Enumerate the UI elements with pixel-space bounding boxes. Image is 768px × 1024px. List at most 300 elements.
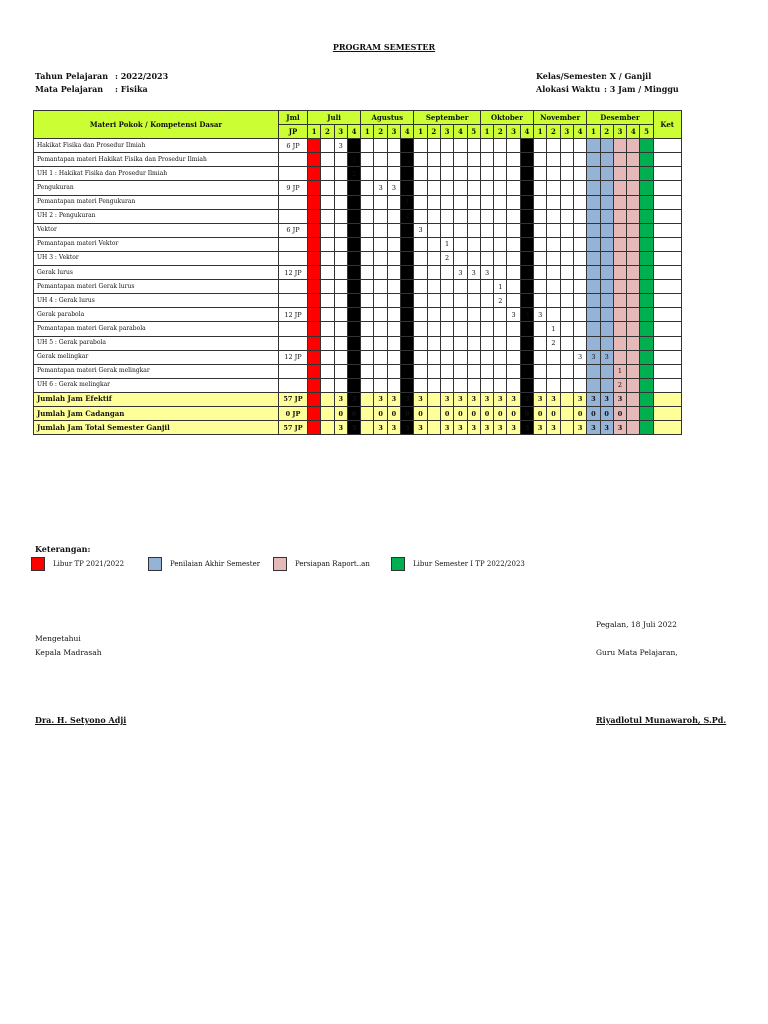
row-materi: UH 5 : Gerak parabola (34, 336, 279, 350)
week-cell (547, 364, 560, 378)
week-cell: 2 (547, 336, 560, 350)
summary-cell: 0 (401, 406, 414, 420)
week-cell (308, 322, 321, 336)
week-cell: 2 (401, 209, 414, 223)
mapel-label: Mata Pelajaran (35, 84, 104, 94)
week-cell (480, 322, 493, 336)
week-cell (627, 167, 640, 181)
week-cell (387, 209, 400, 223)
table-row (34, 294, 682, 308)
week-cell (440, 308, 453, 322)
week-cell (534, 139, 547, 153)
week-cell (361, 266, 374, 280)
summary-cell: 3 (387, 421, 400, 435)
header-week: 4 (573, 125, 586, 139)
week-cell (361, 378, 374, 392)
week-cell (494, 322, 507, 336)
week-cell (573, 364, 586, 378)
week-cell (361, 195, 374, 209)
week-cell (347, 237, 360, 251)
week-cell (534, 237, 547, 251)
week-cell (308, 294, 321, 308)
summary-cell: 3 (334, 392, 347, 406)
week-cell: 1 (494, 280, 507, 294)
week-cell (640, 308, 653, 322)
week-cell (573, 223, 586, 237)
week-cell (640, 237, 653, 251)
week-cell: 2 (347, 167, 360, 181)
week-cell (547, 195, 560, 209)
summary-cell: 3 (401, 392, 414, 406)
summary-cell: 3 (480, 421, 493, 435)
summary-cell: 3 (374, 392, 387, 406)
row-ket (653, 280, 681, 294)
header-week: 2 (427, 125, 440, 139)
week-cell (374, 237, 387, 251)
header-month: Agustus (361, 111, 414, 125)
week-cell (401, 237, 414, 251)
row-jp (279, 251, 308, 265)
week-cell (414, 195, 427, 209)
header-week: 4 (347, 125, 360, 139)
week-cell (454, 223, 467, 237)
week-cell (640, 378, 653, 392)
row-ket (653, 336, 681, 350)
week-cell (520, 223, 533, 237)
info-alokasi (536, 84, 679, 94)
week-cell (361, 181, 374, 195)
summary-cell: 3 (414, 392, 427, 406)
week-cell (587, 266, 600, 280)
week-cell: 3 (414, 223, 427, 237)
table-row (34, 237, 682, 251)
row-ket (653, 167, 681, 181)
row-ket (653, 181, 681, 195)
summary-cell (640, 406, 653, 420)
week-cell (427, 364, 440, 378)
week-cell (308, 181, 321, 195)
week-cell (454, 251, 467, 265)
summary-cell: 0 (387, 406, 400, 420)
week-cell (507, 139, 520, 153)
week-cell (560, 223, 573, 237)
week-cell (440, 266, 453, 280)
summary-cell (627, 406, 640, 420)
week-cell (573, 322, 586, 336)
week-cell (494, 266, 507, 280)
week-cell (321, 223, 334, 237)
week-cell (613, 195, 626, 209)
legend-swatch (391, 557, 405, 571)
week-cell (467, 280, 480, 294)
summary-cell (560, 392, 573, 406)
week-cell (507, 350, 520, 364)
week-cell (467, 251, 480, 265)
table-row (34, 350, 682, 364)
week-cell (600, 181, 613, 195)
week-cell (361, 251, 374, 265)
table-row (34, 308, 682, 322)
week-cell (454, 195, 467, 209)
week-cell (308, 378, 321, 392)
kepala-name: Dra. H. Setyono Adji (35, 715, 127, 725)
week-cell (414, 294, 427, 308)
header-week: 3 (387, 125, 400, 139)
week-cell (627, 223, 640, 237)
week-cell (494, 167, 507, 181)
week-cell (401, 223, 414, 237)
week-cell (347, 378, 360, 392)
week-cell (347, 308, 360, 322)
week-cell (387, 223, 400, 237)
week-cell (627, 308, 640, 322)
summary-cell: 3 (494, 421, 507, 435)
row-jp (279, 378, 308, 392)
header-month: September (414, 111, 480, 125)
summary-cell (361, 421, 374, 435)
row-ket (653, 139, 681, 153)
week-cell (494, 139, 507, 153)
week-cell (347, 280, 360, 294)
week-cell (440, 336, 453, 350)
week-cell (321, 195, 334, 209)
week-cell (414, 237, 427, 251)
week-cell (374, 251, 387, 265)
week-cell (600, 364, 613, 378)
row-ket (653, 294, 681, 308)
summary-cell: 3 (587, 392, 600, 406)
week-cell: 3 (587, 350, 600, 364)
week-cell (587, 139, 600, 153)
week-cell: 3 (520, 308, 533, 322)
week-cell (454, 322, 467, 336)
week-cell (573, 181, 586, 195)
week-cell (467, 350, 480, 364)
week-cell (534, 294, 547, 308)
week-cell (587, 308, 600, 322)
kelas-label: Kelas/Semester (536, 71, 606, 81)
week-cell: 2 (440, 251, 453, 265)
header-week: 4 (454, 125, 467, 139)
row-materi: Hakikat Fisika dan Prosedur Ilmiah (34, 139, 279, 153)
week-cell (494, 364, 507, 378)
week-cell (520, 237, 533, 251)
week-cell (440, 153, 453, 167)
week-cell (427, 294, 440, 308)
week-cell (321, 336, 334, 350)
summary-cell: 0 (547, 406, 560, 420)
week-cell (520, 364, 533, 378)
header-week: 3 (334, 125, 347, 139)
header-week: 3 (613, 125, 626, 139)
week-cell (534, 266, 547, 280)
week-cell (321, 378, 334, 392)
summary-cell: 3 (547, 421, 560, 435)
week-cell (627, 181, 640, 195)
week-cell (467, 153, 480, 167)
week-cell (600, 322, 613, 336)
week-cell (560, 322, 573, 336)
summary-label: Jumlah Jam Efektif (34, 392, 279, 406)
summary-label: Jumlah Jam Cadangan (34, 406, 279, 420)
legend-swatch (31, 557, 45, 571)
week-cell (520, 139, 533, 153)
week-cell (547, 139, 560, 153)
week-cell (573, 153, 586, 167)
week-cell (613, 153, 626, 167)
week-cell (507, 181, 520, 195)
row-jp (279, 209, 308, 223)
week-cell (440, 223, 453, 237)
week-cell (494, 209, 507, 223)
week-cell (334, 223, 347, 237)
summary-cell: 3 (480, 392, 493, 406)
summary-cell (427, 406, 440, 420)
week-cell (613, 209, 626, 223)
summary-cell: 3 (613, 392, 626, 406)
week-cell (414, 350, 427, 364)
summary-cell (640, 392, 653, 406)
week-cell (640, 364, 653, 378)
week-cell (547, 308, 560, 322)
week-cell (308, 336, 321, 350)
row-materi: UH 2 : Pengukuran (34, 209, 279, 223)
week-cell (627, 209, 640, 223)
week-cell (520, 195, 533, 209)
summary-cell (361, 406, 374, 420)
table-row (34, 139, 682, 153)
week-cell (374, 195, 387, 209)
summary-cell: 3 (414, 421, 427, 435)
row-materi: UH 4 : Gerak lurus (34, 294, 279, 308)
legend-title: Keterangan: (35, 544, 91, 554)
week-cell (467, 322, 480, 336)
header-week: 2 (494, 125, 507, 139)
week-cell (361, 237, 374, 251)
week-cell (640, 167, 653, 181)
row-ket (653, 209, 681, 223)
week-cell (427, 167, 440, 181)
header-week: 1 (587, 125, 600, 139)
row-materi: Pemantapan materi Hakikat Fisika dan Prosedur Ilmiah (34, 153, 279, 167)
week-cell (454, 209, 467, 223)
week-cell (401, 308, 414, 322)
week-cell (361, 322, 374, 336)
week-cell (454, 139, 467, 153)
week-cell (427, 195, 440, 209)
table-row (34, 280, 682, 294)
week-cell (347, 195, 360, 209)
week-cell (467, 308, 480, 322)
week-cell (640, 336, 653, 350)
week-cell (507, 364, 520, 378)
week-cell (334, 266, 347, 280)
week-cell (560, 336, 573, 350)
week-cell (467, 181, 480, 195)
summary-cell: 3 (374, 421, 387, 435)
week-cell (560, 294, 573, 308)
week-cell (480, 209, 493, 223)
summary-cell: 3 (387, 392, 400, 406)
week-cell (334, 209, 347, 223)
week-cell (520, 294, 533, 308)
week-cell: 1 (401, 195, 414, 209)
week-cell (361, 364, 374, 378)
week-cell (627, 280, 640, 294)
header-week: 5 (467, 125, 480, 139)
info-tahun (35, 71, 168, 81)
summary-cell: 0 (587, 406, 600, 420)
week-cell (347, 294, 360, 308)
week-cell: 3 (534, 308, 547, 322)
alokasi-label: Alokasi Waktu (536, 84, 601, 94)
week-cell (613, 322, 626, 336)
summary-cell: 3 (401, 421, 414, 435)
week-cell (613, 223, 626, 237)
week-cell (387, 195, 400, 209)
week-cell (613, 280, 626, 294)
week-cell (560, 167, 573, 181)
week-cell (480, 364, 493, 378)
week-cell (560, 209, 573, 223)
week-cell (347, 336, 360, 350)
week-cell (347, 181, 360, 195)
summary-ket (653, 421, 681, 435)
week-cell (494, 223, 507, 237)
week-cell (334, 308, 347, 322)
week-cell (613, 266, 626, 280)
summary-cell (640, 421, 653, 435)
week-cell (467, 195, 480, 209)
week-cell (308, 280, 321, 294)
header-ket: Ket (653, 111, 681, 139)
week-cell (494, 181, 507, 195)
week-cell (401, 350, 414, 364)
summary-jp: 57 JP (279, 392, 308, 406)
week-cell (560, 378, 573, 392)
row-materi: Gerak melingkar (34, 350, 279, 364)
week-cell (361, 209, 374, 223)
week-cell: 3 (480, 266, 493, 280)
week-cell (560, 350, 573, 364)
legend-label: Libur TP 2021/2022 (53, 560, 125, 568)
week-cell (308, 167, 321, 181)
week-cell: 1 (347, 153, 360, 167)
week-cell (627, 294, 640, 308)
week-cell (507, 223, 520, 237)
week-cell (587, 237, 600, 251)
week-cell (613, 350, 626, 364)
week-cell (467, 167, 480, 181)
week-cell (600, 251, 613, 265)
week-cell (507, 237, 520, 251)
summary-cell (308, 392, 321, 406)
week-cell (613, 336, 626, 350)
table-row (34, 336, 682, 350)
week-cell (440, 209, 453, 223)
week-cell (374, 223, 387, 237)
summary-cell (560, 406, 573, 420)
week-cell (414, 181, 427, 195)
week-cell (387, 266, 400, 280)
week-cell (600, 378, 613, 392)
header-week: 2 (374, 125, 387, 139)
summary-cell: 3 (454, 421, 467, 435)
week-cell: 1 (440, 237, 453, 251)
week-cell (334, 181, 347, 195)
row-ket (653, 308, 681, 322)
row-materi: Pemantapan materi Gerak melingkar (34, 364, 279, 378)
row-materi: Pemantapan materi Pengukuran (34, 195, 279, 209)
week-cell (427, 223, 440, 237)
week-cell (308, 251, 321, 265)
table-row (34, 266, 682, 280)
week-cell (587, 336, 600, 350)
week-cell (547, 251, 560, 265)
summary-cell: 3 (334, 421, 347, 435)
week-cell (640, 266, 653, 280)
header-week: 1 (534, 125, 547, 139)
tahun-value: : 2022/2023 (115, 71, 169, 81)
table-row (34, 209, 682, 223)
week-cell (547, 294, 560, 308)
week-cell (600, 139, 613, 153)
week-cell (387, 153, 400, 167)
week-cell (387, 294, 400, 308)
week-cell (547, 209, 560, 223)
week-cell (347, 223, 360, 237)
week-cell (321, 209, 334, 223)
week-cell: 1 (547, 322, 560, 336)
row-jp: 6 JP (279, 223, 308, 237)
week-cell (547, 350, 560, 364)
week-cell (534, 167, 547, 181)
summary-cell: 3 (520, 421, 533, 435)
header-week: 5 (640, 125, 653, 139)
week-cell (321, 322, 334, 336)
week-cell (573, 251, 586, 265)
week-cell (600, 294, 613, 308)
week-cell (587, 223, 600, 237)
week-cell (627, 322, 640, 336)
week-cell (627, 237, 640, 251)
week-cell: 3 (334, 139, 347, 153)
summary-ket (653, 406, 681, 420)
week-cell (387, 167, 400, 181)
summary-cell (308, 406, 321, 420)
week-cell (587, 378, 600, 392)
summary-cell: 0 (414, 406, 427, 420)
week-cell (427, 251, 440, 265)
week-cell (401, 181, 414, 195)
summary-cell: 3 (573, 421, 586, 435)
week-cell (374, 322, 387, 336)
table-row (34, 181, 682, 195)
week-cell (454, 280, 467, 294)
week-cell (401, 378, 414, 392)
week-cell (374, 336, 387, 350)
week-cell (480, 251, 493, 265)
week-cell (427, 322, 440, 336)
week-cell (573, 336, 586, 350)
header-week: 3 (440, 125, 453, 139)
row-materi: Pengukuran (34, 181, 279, 195)
week-cell: 3 (454, 266, 467, 280)
week-cell (480, 181, 493, 195)
week-cell (534, 350, 547, 364)
week-cell (401, 139, 414, 153)
week-cell (347, 364, 360, 378)
